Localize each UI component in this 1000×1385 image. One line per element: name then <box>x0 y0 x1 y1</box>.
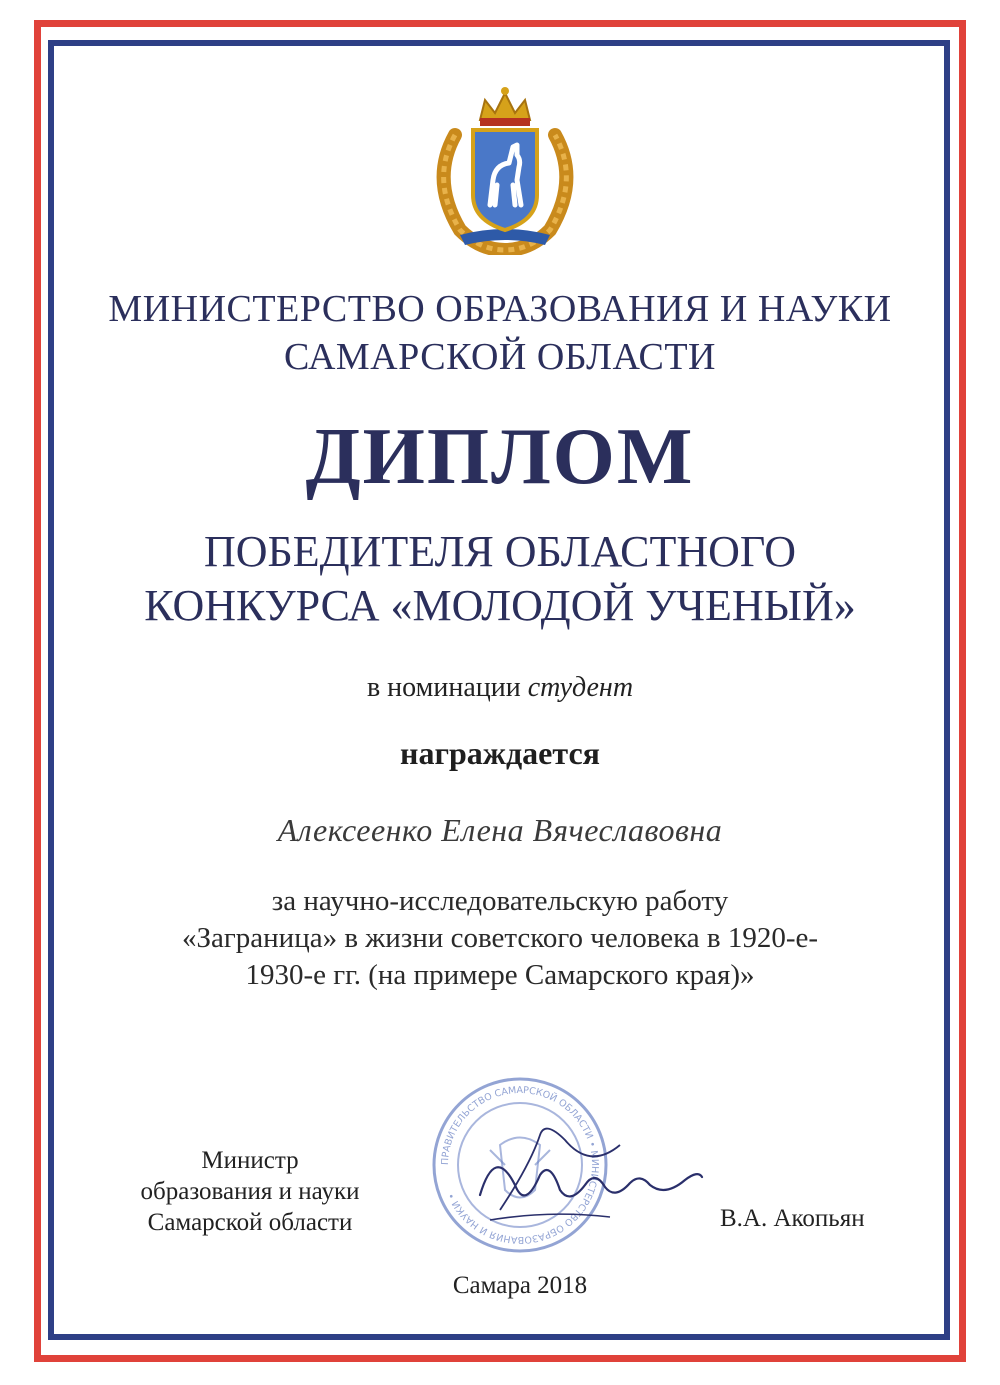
ministry-line-2: САМАРСКОЙ ОБЛАСТИ <box>284 336 716 378</box>
svg-text:ПРАВИТЕЛЬСТВО САМАРСКОЙ ОБЛАСТ: ПРАВИТЕЛЬСТВО САМАРСКОЙ ОБЛАСТИ • МИНИСТЕРСТВО ОБРАЗОВАНИЯ И НАУКИ • <box>439 1084 601 1246</box>
ministry-line-1: МИНИСТЕРСТВО ОБРАЗОВАНИЯ И НАУКИ <box>108 288 892 330</box>
subtitle-line-1: ПОБЕДИТЕЛЯ ОБЛАСТНОГО <box>203 527 797 576</box>
work-line-3: 1930-е гг. (на примере Самарского края)» <box>245 959 755 991</box>
signer-name: В.А. Акопьян <box>720 1205 865 1232</box>
handwritten-signature-icon <box>470 1115 710 1245</box>
work-line-2: «Заграница» в жизни советского человека в 1920-е- <box>181 922 819 954</box>
diploma-subtitle <box>60 525 940 633</box>
nomination-line <box>60 672 940 704</box>
diploma-title: ДИПЛОМ <box>305 413 695 501</box>
coat-of-arms-icon <box>425 85 585 255</box>
work-line-1: за научно-исследовательскую работу <box>271 885 729 917</box>
work-description <box>60 883 940 994</box>
nomination-prefix: в номинации <box>366 672 521 703</box>
place-and-year: Самара 2018 <box>452 1272 588 1299</box>
nomination-value: студент <box>527 672 634 703</box>
subtitle-line-2: КОНКУРСА «МОЛОДОЙ УЧЕНЫЙ» <box>144 581 856 630</box>
signer-title-line-2: образования и науки <box>140 1178 360 1205</box>
awarded-label: награждается <box>400 735 600 771</box>
signer-title <box>100 1145 400 1238</box>
signer-title-line-3: Самарской области <box>147 1209 353 1236</box>
ministry-heading <box>60 285 940 381</box>
signer-title-line-1: Министр <box>201 1147 299 1174</box>
recipient-name: Алексеенко Елена Вячеславовна <box>277 812 723 848</box>
